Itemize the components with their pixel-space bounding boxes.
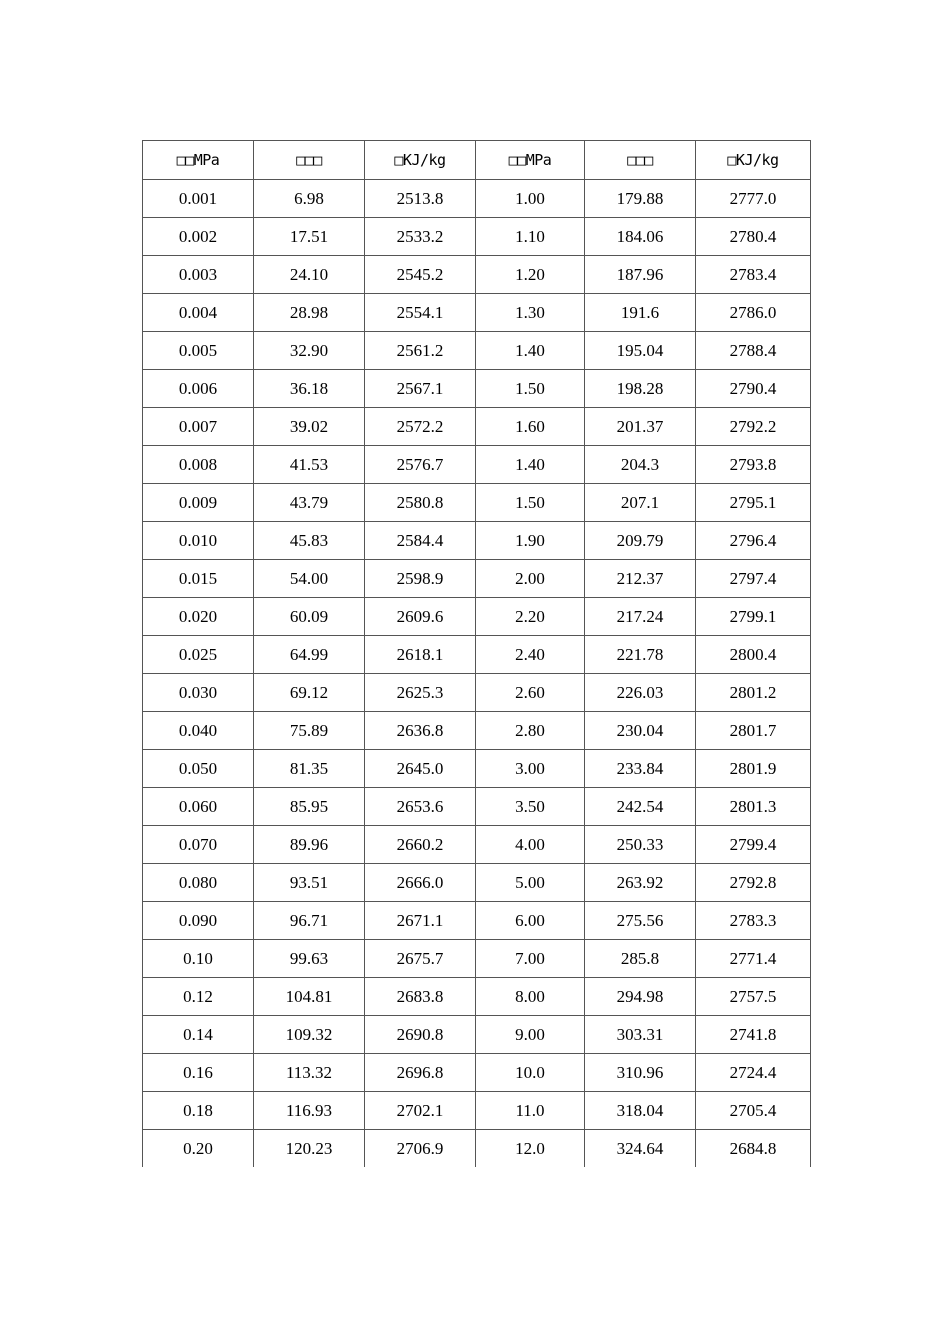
cell-enthalpy-right: 2757.5 — [696, 978, 811, 1016]
cell-temperature-right: 207.1 — [585, 484, 696, 522]
cell-enthalpy-right: 2801.3 — [696, 788, 811, 826]
cell-enthalpy-right: 2780.4 — [696, 218, 811, 256]
cell-pressure-right: 1.10 — [476, 218, 585, 256]
cell-temperature-left: 120.23 — [254, 1130, 365, 1168]
cell-enthalpy-left: 2533.2 — [365, 218, 476, 256]
cell-temperature-left: 85.95 — [254, 788, 365, 826]
cell-enthalpy-left: 2572.2 — [365, 408, 476, 446]
cell-pressure-left: 0.009 — [143, 484, 254, 522]
cell-pressure-right: 4.00 — [476, 826, 585, 864]
table-row — [143, 636, 811, 674]
table-row — [143, 522, 811, 560]
table-row — [143, 826, 811, 864]
cell-enthalpy-right: 2795.1 — [696, 484, 811, 522]
cell-pressure-left: 0.025 — [143, 636, 254, 674]
table-row — [143, 560, 811, 598]
cell-pressure-right: 12.0 — [476, 1130, 585, 1168]
cell-temperature-right: 310.96 — [585, 1054, 696, 1092]
cell-pressure-right: 2.60 — [476, 674, 585, 712]
cell-temperature-right: 204.3 — [585, 446, 696, 484]
table-row — [143, 294, 811, 332]
table-row — [143, 180, 811, 218]
cell-enthalpy-left: 2598.9 — [365, 560, 476, 598]
cell-enthalpy-right: 2801.9 — [696, 750, 811, 788]
cell-temperature-right: 233.84 — [585, 750, 696, 788]
cell-temperature-left: 75.89 — [254, 712, 365, 750]
cell-temperature-right: 285.8 — [585, 940, 696, 978]
cell-enthalpy-right: 2771.4 — [696, 940, 811, 978]
cell-enthalpy-left: 2706.9 — [365, 1130, 476, 1168]
cell-temperature-left: 81.35 — [254, 750, 365, 788]
cell-pressure-left: 0.001 — [143, 180, 254, 218]
cell-temperature-left: 43.79 — [254, 484, 365, 522]
cell-enthalpy-left: 2513.8 — [365, 180, 476, 218]
cell-enthalpy-right: 2783.3 — [696, 902, 811, 940]
cell-pressure-right: 1.40 — [476, 446, 585, 484]
cell-pressure-left: 0.060 — [143, 788, 254, 826]
cell-temperature-left: 28.98 — [254, 294, 365, 332]
cell-enthalpy-right: 2792.8 — [696, 864, 811, 902]
cell-enthalpy-right: 2786.0 — [696, 294, 811, 332]
table-row — [143, 674, 811, 712]
cell-enthalpy-right: 2788.4 — [696, 332, 811, 370]
cell-enthalpy-left: 2696.8 — [365, 1054, 476, 1092]
cell-pressure-right: 1.50 — [476, 370, 585, 408]
cell-enthalpy-right: 2724.4 — [696, 1054, 811, 1092]
table-row — [143, 978, 811, 1016]
cell-temperature-left: 6.98 — [254, 180, 365, 218]
cell-pressure-left: 0.002 — [143, 218, 254, 256]
cell-temperature-right: 209.79 — [585, 522, 696, 560]
cell-pressure-right: 2.80 — [476, 712, 585, 750]
cell-temperature-right: 179.88 — [585, 180, 696, 218]
cell-temperature-right: 184.06 — [585, 218, 696, 256]
table-row — [143, 940, 811, 978]
cell-enthalpy-right: 2796.4 — [696, 522, 811, 560]
cell-temperature-left: 104.81 — [254, 978, 365, 1016]
cell-temperature-right: 226.03 — [585, 674, 696, 712]
cell-temperature-right: 221.78 — [585, 636, 696, 674]
cell-temperature-right: 187.96 — [585, 256, 696, 294]
cell-temperature-left: 54.00 — [254, 560, 365, 598]
cell-temperature-left: 116.93 — [254, 1092, 365, 1130]
cell-enthalpy-right: 2797.4 — [696, 560, 811, 598]
header-pressure-right: □□MPa — [476, 141, 585, 180]
header-temperature-right: □□□ — [585, 141, 696, 180]
cell-pressure-right: 8.00 — [476, 978, 585, 1016]
cell-temperature-left: 64.99 — [254, 636, 365, 674]
cell-enthalpy-right: 2800.4 — [696, 636, 811, 674]
cell-temperature-left: 60.09 — [254, 598, 365, 636]
cell-pressure-right: 1.20 — [476, 256, 585, 294]
cell-pressure-left: 0.007 — [143, 408, 254, 446]
cell-enthalpy-left: 2671.1 — [365, 902, 476, 940]
cell-enthalpy-left: 2636.8 — [365, 712, 476, 750]
cell-enthalpy-left: 2545.2 — [365, 256, 476, 294]
cell-temperature-right: 294.98 — [585, 978, 696, 1016]
cell-enthalpy-left: 2653.6 — [365, 788, 476, 826]
table-row — [143, 1130, 811, 1168]
cell-temperature-left: 109.32 — [254, 1016, 365, 1054]
cell-pressure-left: 0.006 — [143, 370, 254, 408]
cell-pressure-left: 0.040 — [143, 712, 254, 750]
table-row — [143, 788, 811, 826]
table-row — [143, 446, 811, 484]
cell-pressure-left: 0.004 — [143, 294, 254, 332]
header-enthalpy-left: □KJ/kg — [365, 141, 476, 180]
cell-pressure-right: 3.00 — [476, 750, 585, 788]
header-pressure-left: □□MPa — [143, 141, 254, 180]
table-row — [143, 864, 811, 902]
cell-pressure-left: 0.070 — [143, 826, 254, 864]
cell-pressure-right: 1.50 — [476, 484, 585, 522]
table-row — [143, 598, 811, 636]
cell-enthalpy-right: 2801.2 — [696, 674, 811, 712]
cell-pressure-right: 1.60 — [476, 408, 585, 446]
cell-enthalpy-left: 2645.0 — [365, 750, 476, 788]
cell-enthalpy-left: 2576.7 — [365, 446, 476, 484]
cell-temperature-left: 39.02 — [254, 408, 365, 446]
cell-pressure-left: 0.14 — [143, 1016, 254, 1054]
cell-pressure-right: 5.00 — [476, 864, 585, 902]
cell-pressure-left: 0.008 — [143, 446, 254, 484]
cell-pressure-left: 0.10 — [143, 940, 254, 978]
table-row — [143, 256, 811, 294]
cell-enthalpy-right: 2684.8 — [696, 1130, 811, 1168]
cell-enthalpy-right: 2799.4 — [696, 826, 811, 864]
cell-temperature-left: 17.51 — [254, 218, 365, 256]
table-row — [143, 218, 811, 256]
cell-enthalpy-left: 2554.1 — [365, 294, 476, 332]
cell-pressure-left: 0.020 — [143, 598, 254, 636]
cell-pressure-right: 11.0 — [476, 1092, 585, 1130]
cell-temperature-right: 212.37 — [585, 560, 696, 598]
cell-pressure-left: 0.090 — [143, 902, 254, 940]
cell-enthalpy-left: 2580.8 — [365, 484, 476, 522]
table-row — [143, 902, 811, 940]
cell-temperature-left: 89.96 — [254, 826, 365, 864]
cell-temperature-left: 99.63 — [254, 940, 365, 978]
cell-pressure-right: 1.90 — [476, 522, 585, 560]
cell-temperature-right: 195.04 — [585, 332, 696, 370]
cell-enthalpy-left: 2618.1 — [365, 636, 476, 674]
table-row — [143, 750, 811, 788]
cell-temperature-right: 324.64 — [585, 1130, 696, 1168]
cell-pressure-left: 0.015 — [143, 560, 254, 598]
cell-temperature-right: 242.54 — [585, 788, 696, 826]
cell-enthalpy-left: 2625.3 — [365, 674, 476, 712]
cell-pressure-left: 0.18 — [143, 1092, 254, 1130]
cell-pressure-left: 0.050 — [143, 750, 254, 788]
cell-temperature-left: 24.10 — [254, 256, 365, 294]
cell-pressure-right: 2.00 — [476, 560, 585, 598]
cell-temperature-right: 263.92 — [585, 864, 696, 902]
header-row — [143, 141, 811, 180]
cell-enthalpy-left: 2609.6 — [365, 598, 476, 636]
cell-pressure-left: 0.080 — [143, 864, 254, 902]
table-row — [143, 712, 811, 750]
cell-enthalpy-right: 2705.4 — [696, 1092, 811, 1130]
table-row — [143, 332, 811, 370]
cell-enthalpy-left: 2666.0 — [365, 864, 476, 902]
saturated-steam-table — [142, 140, 811, 1167]
cell-enthalpy-left: 2584.4 — [365, 522, 476, 560]
cell-enthalpy-left: 2675.7 — [365, 940, 476, 978]
cell-pressure-right: 6.00 — [476, 902, 585, 940]
cell-enthalpy-left: 2567.1 — [365, 370, 476, 408]
cell-temperature-right: 191.6 — [585, 294, 696, 332]
header-enthalpy-right: □KJ/kg — [696, 141, 811, 180]
cell-pressure-left: 0.030 — [143, 674, 254, 712]
table-row — [143, 1092, 811, 1130]
cell-temperature-right: 230.04 — [585, 712, 696, 750]
cell-pressure-right: 1.30 — [476, 294, 585, 332]
cell-pressure-left: 0.005 — [143, 332, 254, 370]
header-temperature-left: □□□ — [254, 141, 365, 180]
cell-enthalpy-left: 2660.2 — [365, 826, 476, 864]
cell-pressure-right: 9.00 — [476, 1016, 585, 1054]
cell-temperature-left: 36.18 — [254, 370, 365, 408]
cell-temperature-left: 69.12 — [254, 674, 365, 712]
cell-pressure-left: 0.20 — [143, 1130, 254, 1168]
cell-temperature-right: 198.28 — [585, 370, 696, 408]
cell-pressure-right: 1.40 — [476, 332, 585, 370]
cell-temperature-left: 32.90 — [254, 332, 365, 370]
cell-temperature-left: 113.32 — [254, 1054, 365, 1092]
table-header — [143, 141, 811, 180]
cell-enthalpy-right: 2741.8 — [696, 1016, 811, 1054]
table-row — [143, 484, 811, 522]
cell-temperature-right: 275.56 — [585, 902, 696, 940]
cell-temperature-left: 45.83 — [254, 522, 365, 560]
cell-enthalpy-right: 2777.0 — [696, 180, 811, 218]
cell-enthalpy-left: 2683.8 — [365, 978, 476, 1016]
cell-temperature-right: 201.37 — [585, 408, 696, 446]
cell-enthalpy-right: 2790.4 — [696, 370, 811, 408]
cell-temperature-left: 96.71 — [254, 902, 365, 940]
cell-pressure-right: 2.20 — [476, 598, 585, 636]
cell-enthalpy-right: 2783.4 — [696, 256, 811, 294]
cell-enthalpy-right: 2799.1 — [696, 598, 811, 636]
cell-pressure-right: 2.40 — [476, 636, 585, 674]
cell-enthalpy-right: 2793.8 — [696, 446, 811, 484]
table-row — [143, 1016, 811, 1054]
cell-temperature-left: 41.53 — [254, 446, 365, 484]
cell-pressure-left: 0.003 — [143, 256, 254, 294]
cell-enthalpy-left: 2561.2 — [365, 332, 476, 370]
cell-enthalpy-right: 2801.7 — [696, 712, 811, 750]
cell-pressure-left: 0.010 — [143, 522, 254, 560]
table-row — [143, 1054, 811, 1092]
cell-temperature-right: 250.33 — [585, 826, 696, 864]
table-row — [143, 370, 811, 408]
cell-pressure-left: 0.12 — [143, 978, 254, 1016]
cell-temperature-left: 93.51 — [254, 864, 365, 902]
cell-temperature-right: 318.04 — [585, 1092, 696, 1130]
cell-pressure-right: 10.0 — [476, 1054, 585, 1092]
cell-enthalpy-right: 2792.2 — [696, 408, 811, 446]
cell-pressure-right: 3.50 — [476, 788, 585, 826]
table-row — [143, 408, 811, 446]
cell-pressure-right: 7.00 — [476, 940, 585, 978]
cell-temperature-right: 217.24 — [585, 598, 696, 636]
cell-enthalpy-left: 2690.8 — [365, 1016, 476, 1054]
table-body — [143, 180, 811, 1168]
cell-temperature-right: 303.31 — [585, 1016, 696, 1054]
cell-pressure-left: 0.16 — [143, 1054, 254, 1092]
cell-enthalpy-left: 2702.1 — [365, 1092, 476, 1130]
cell-pressure-right: 1.00 — [476, 180, 585, 218]
